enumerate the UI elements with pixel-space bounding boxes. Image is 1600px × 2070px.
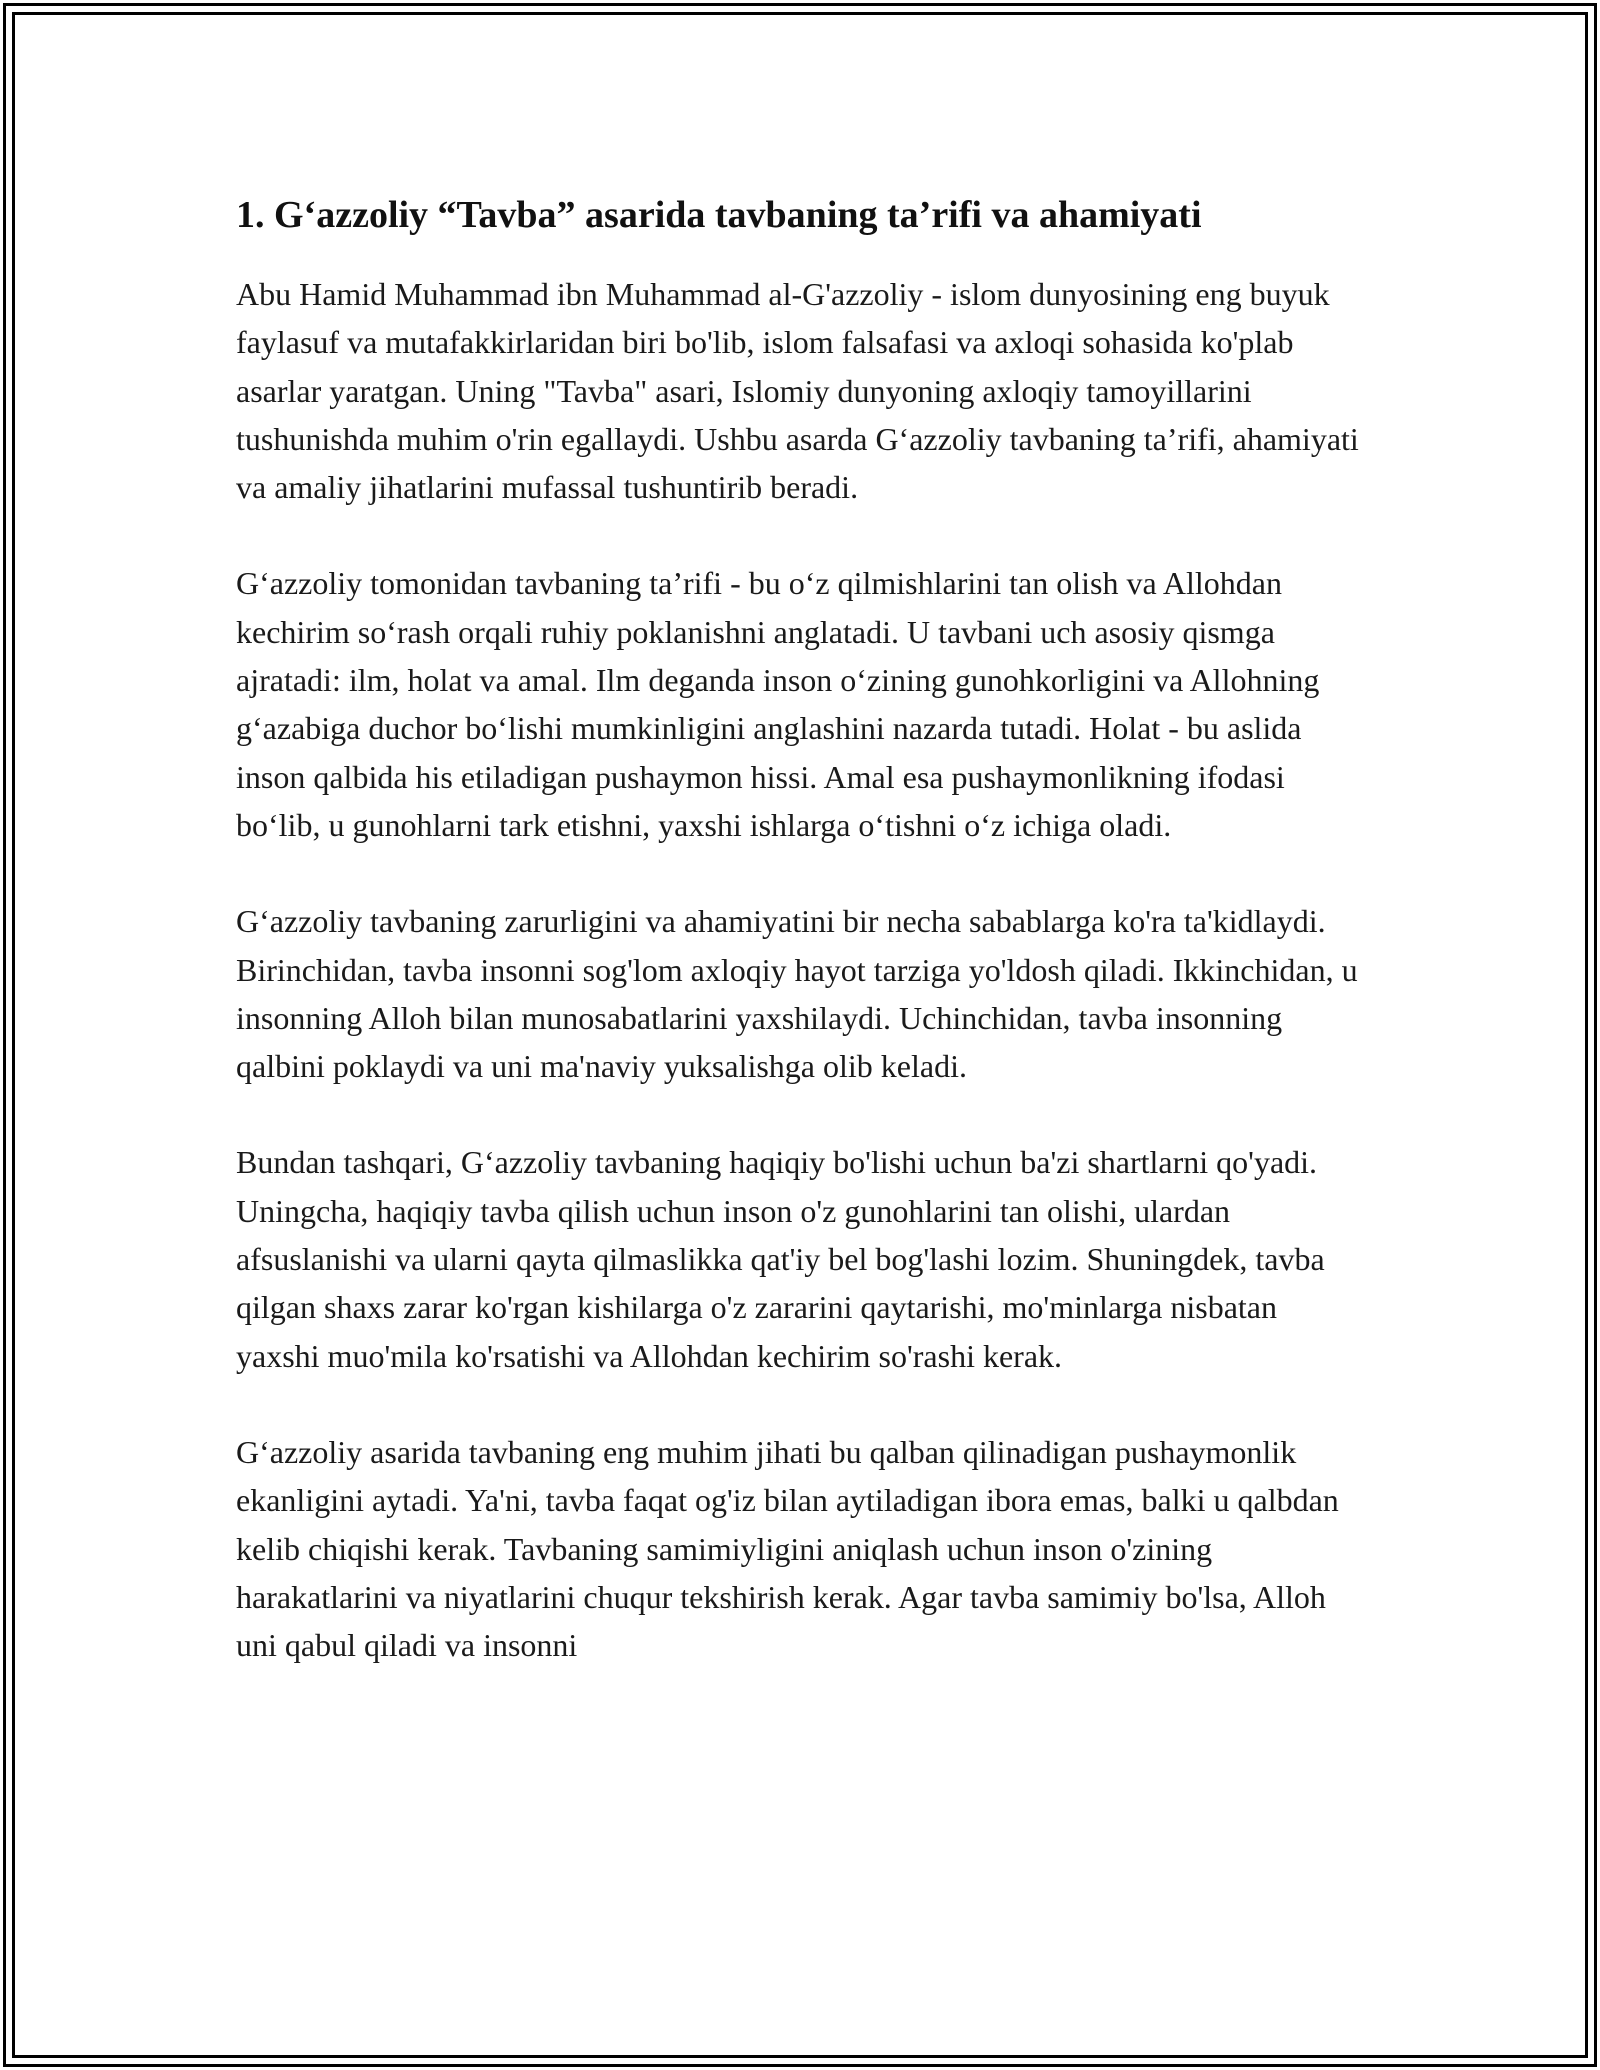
paragraph-importance: G‘azzoliy tavbaning zarurligini va ahamiyatini bir necha sabablarga ko'ra ta'kidlaydi. Birinchidan, tavba insonni sog'lom axloqiy hayot tarziga yo'ldosh qiladi. Ikkinchidan, u insonning Alloh bilan munosabatlarini yaxshilaydi. Uchinchidan, tavba insonning qalbini poklaydi va uni ma'naviy yuksalishga olib keladi. <box>236 903 1358 1085</box>
document-page <box>236 186 1366 1717</box>
paragraph-intro: Abu Hamid Muhammad ibn Muhammad al-G'azzoliy - islom dunyosining eng buyuk faylasuf va mutafakkirlaridan biri bo'lib, islom falsafasi va axloqi sohasida ko'plab asarlar yaratgan. Uning "Tavba" asari, Islomiy dunyoning axloqiy tamoyillarini tushunishda muhim o'rin egallaydi. Ushbu asarda G‘azzoliy tavbaning ta’rifi, ahamiyati va amaliy jihatlarini mufassal tushuntirib beradi. <box>236 276 1359 506</box>
paragraph-conditions: Bundan tashqari, G‘azzoliy tavbaning haqiqiy bo'lishi uchun ba'zi shartlarni qo'yadi. Uningcha, haqiqiy tavba qilish uchun inson o'z gunohlarini tan olishi, ulardan afsuslanishi va ularni qayta qilmaslikka qat'iy bel bog'lashi lozim. Shuningdek, tavba qilgan shaxs zarar ko'rgan kishilarga o'z zararini qaytarishi, mo'minlarga nisbatan yaxshi muo'mila ko'rsatishi va Allohdan kechirim so'rashi kerak. <box>236 1144 1325 1374</box>
section-heading: 1. G‘azzoliy “Tavba” asarida tavbaning ta’rifi va ahamiyati <box>236 194 1202 236</box>
paragraph-definition: G‘azzoliy tomonidan tavbaning ta’rifi - bu o‘z qilmishlarini tan olish va Allohdan kechirim so‘rash orqali ruhiy poklanishni anglatadi. U tavbani uch asosiy qismga ajratadi: ilm, holat va amal. Ilm deganda inson o‘zining gunohkorligini va Allohning g‘azabiga duchor bo‘lishi mumkinligini anglashini nazarda tutadi. Holat - bu aslida inson qalbida his etiladigan pushaymon hissi. Amal esa pushaymonlikning ifodasi bo‘lib, u gunohlarni tark etishni, yaxshi ishlarga o‘tishni o‘z ichiga oladi. <box>236 565 1320 843</box>
paragraph-sincerity: G‘azzoliy asarida tavbaning eng muhim jihati bu qalban qilinadigan pushaymonlik ekanligini aytadi. Ya'ni, tavba faqat og'iz bilan aytiladigan ibora emas, balki u qalbdan kelib chiqishi kerak. Tavbaning samimiyligini aniqlash uchun inson o'zining harakatlarini va niyatlarini chuqur tekshirish kerak. Agar tavba samimiy bo'lsa, Alloh uni qabul qiladi va insonni <box>236 1433 1339 1664</box>
